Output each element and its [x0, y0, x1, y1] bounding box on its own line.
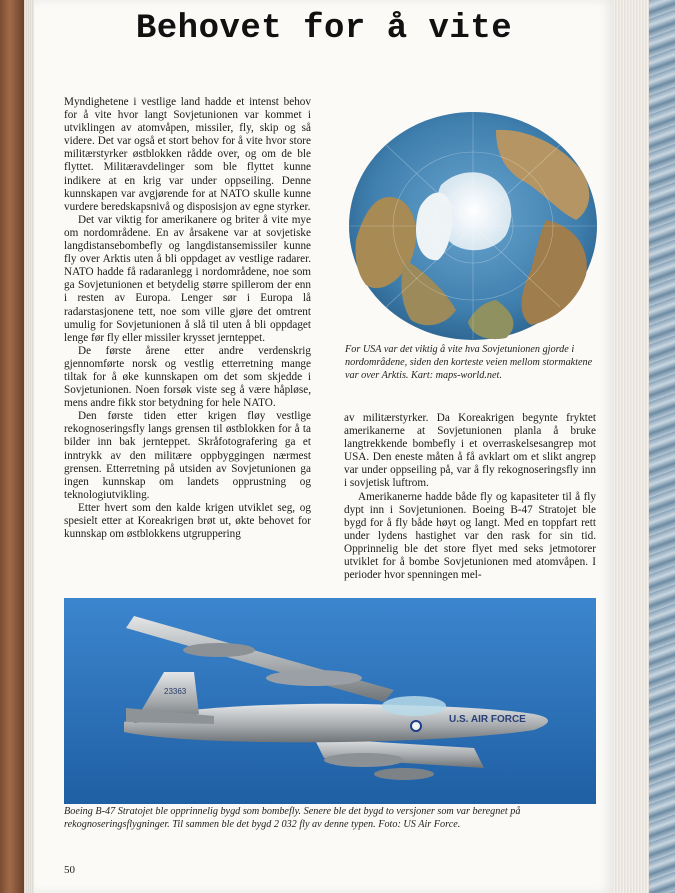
arctic-globe-image [346, 110, 598, 346]
photo-caption: Boeing B-47 Stratojet ble opprinnelig bygd som bombefly. Senere ble det bygd to versjoner som var beregnet på rekognoseringsflygninger. Til sammen ble det bygd 2 032 fly av denne typen. Foto: US Air Force. [64, 806, 521, 830]
paragraph: Den første tiden etter krigen fløy vestlige rekognoseringsfly langs grensen til østblokken for å ta bilder inn bak jernteppet. Skråfotografering ga et inntrykk av den militære oppbyggingen nærmest grensen. Etterretning på utsiden av Sovjetunionen ga ingen kunnskap om landets opprustning og teknologiutvikling. [64, 410, 311, 501]
book-cover-left [0, 0, 24, 893]
left-text-column [64, 96, 311, 541]
book-page [34, 0, 614, 893]
paragraph: av militærstyrker. Da Koreakrigen begynte fryktet amerikanerne at Sovjetunionen planla å bruke langtrekkende bombefly i et overraskelsesangrep mot USA. Den eneste måten å få avklart om et slikt angrep var under oppseiling på, var å fly rekognoseringsfly inn i sovjetisk luftrom. [344, 412, 596, 490]
tail-number: 23363 [164, 687, 187, 696]
fuselage-marking: U.S. AIR FORCE [449, 714, 526, 725]
paragraph: Myndighetene i vestlige land hadde et intenst behov for å vite hvor langt Sovjetunionen var kommet i utviklingen av atomvåpen, missiler, fly, skip og så videre. Det var også et stort behov for å vite hvor store militærstyrker østblokken rådde over, og om de ble flyttet. Militæravdelinger som ble flyttet kunne indikere at en krig var under oppseiling. Denne kunnskapen var avgjørende for at NATO skulle kunne vurdere beredskapsnivå og disposisjon av egne styrker. [64, 96, 311, 213]
b47-stratojet-photo [64, 598, 596, 804]
page-number: 50 [64, 864, 75, 876]
map-caption: For USA var det viktig å vite hva Sovjetunionen gjorde i nordområdene, siden den korteste veien mellom stormaktene var over Arktis. Kart: maps-world.net. [345, 344, 593, 381]
page-edge-right [613, 0, 649, 893]
book-cover-right [649, 0, 675, 893]
page-edge-left [24, 0, 34, 893]
paragraph: Amerikanerne hadde både fly og kapasiteter til å fly dypt inn i Sovjetunionen. Boeing B-47 Stratojet ble bygd for å fly både høyt og langt. Med en toppfart rett under lydens hastighet var den rask for sin tid. Opprinnelig ble det store flyet med seks jetmotorer utviklet for å bombe Sovjetunionen med atomvåpen. I perioder hvor spenningen mel- [344, 490, 596, 582]
right-text-column [344, 412, 596, 582]
page-title: Behovet for å vite [135, 10, 513, 48]
paragraph: Etter hvert som den kalde krigen utviklet seg, og spesielt etter at Koreakrigen brøt ut, økte behovet for kunnskap om østblokkens utgruppering [64, 501, 311, 541]
arctic-map-figure [346, 110, 598, 346]
b47-aircraft-image [64, 598, 596, 804]
paragraph: Det var viktig for amerikanere og briter å vite mye om nordområdene. En av årsakene var at sovjetiske langdistansebombefly og langdistansemissiler kunne fly over Arktis uten å bli oppdaget av vestlige radarer. NATO hadde få radaranlegg i nordområdene, noe som ga Sovjetunionen et betydelig større spillerom der enn i resten av Europa. Lenger sør i Europa lå radarstasjonene tett, noe som ville gjøre det omtrent umulig for Sovjetunionen å slå til uten å bli oppdaget lenge før fly eller missiler krysset jernteppet. [64, 213, 311, 344]
paragraph: De første årene etter andre verdenskrig gjennomførte norsk og vestlig etterretning mange tiltak for å øke kunnskapen om det som skjedde i Sovjetunionen. Noen forsøk viste seg å være håpløse, mens andre fikk stor betydning for hele NATO. [64, 344, 311, 410]
